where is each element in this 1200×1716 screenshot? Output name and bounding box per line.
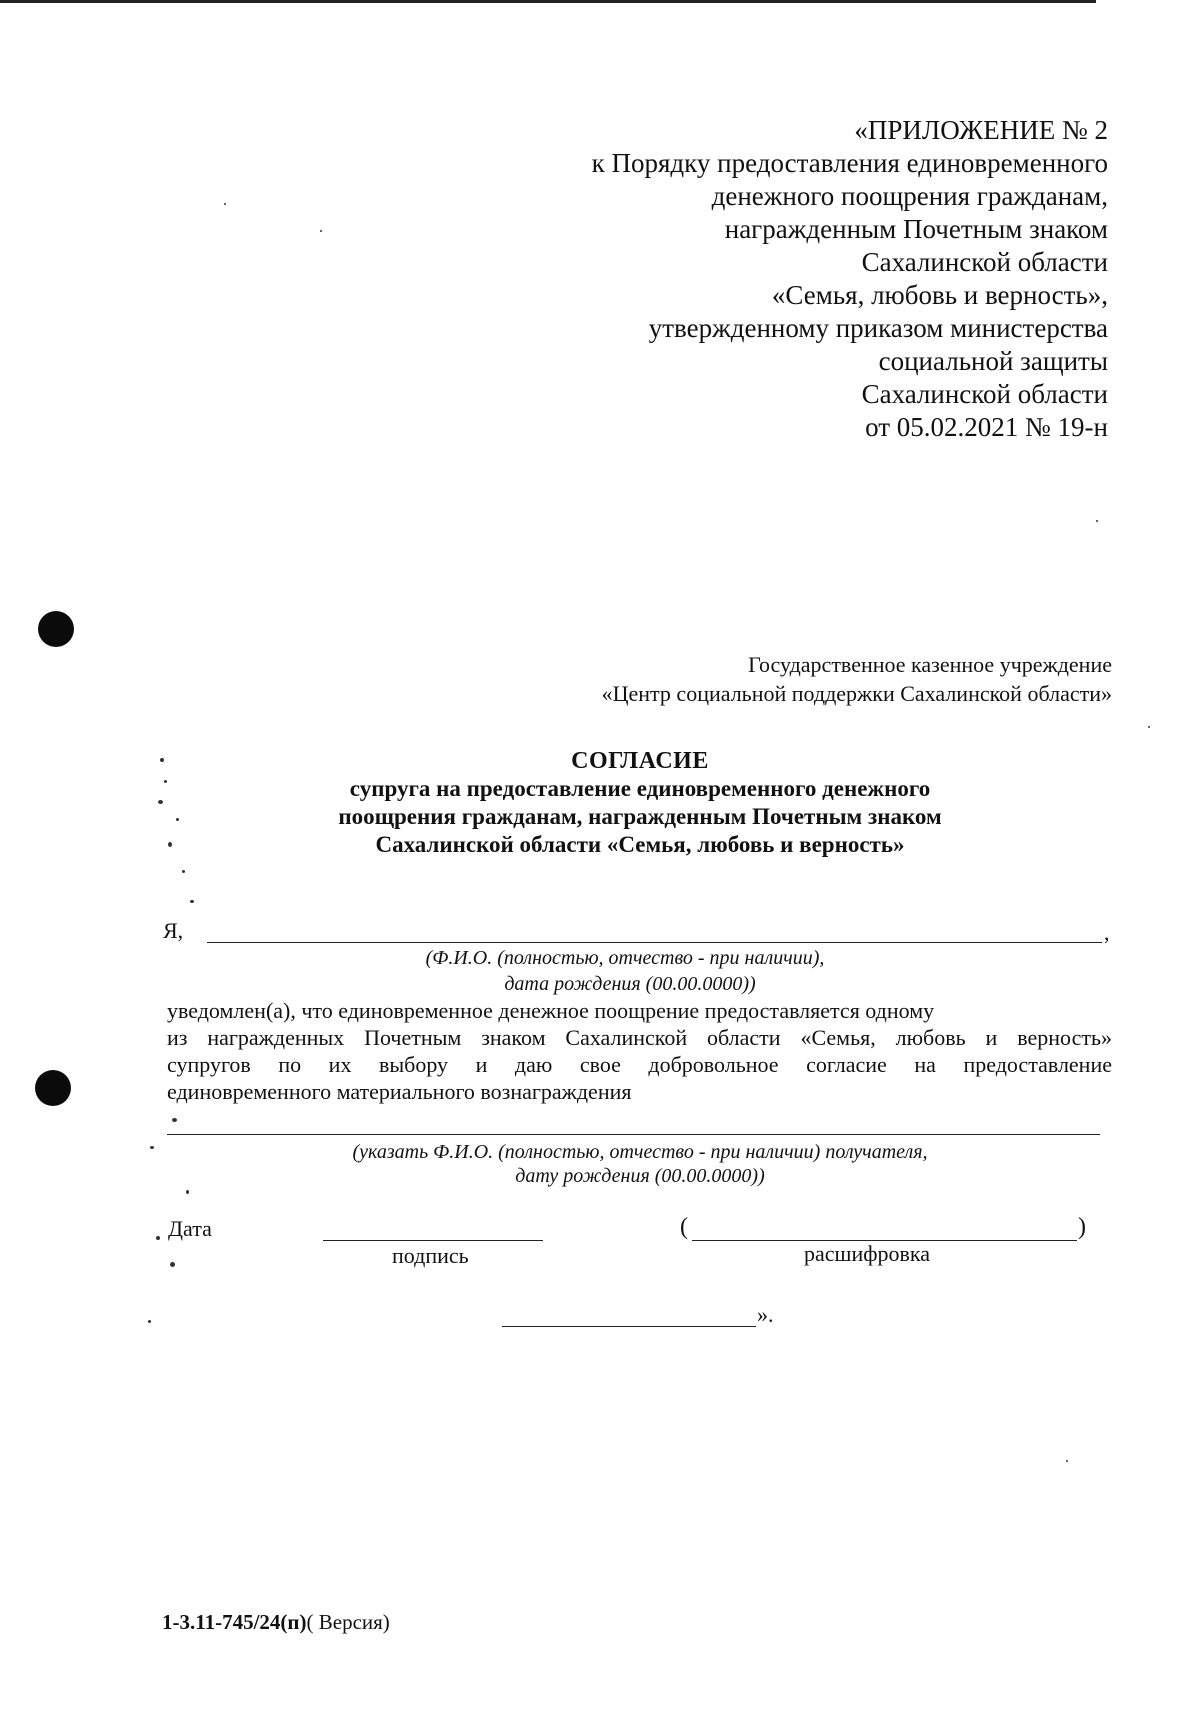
appendix-line: «ПРИЛОЖЕНИЕ № 2 xyxy=(854,115,1108,145)
appendix-header xyxy=(468,114,1108,444)
applicant-name-field[interactable] xyxy=(207,920,1102,943)
recipient-name-field[interactable] xyxy=(167,1112,1100,1135)
scan-speck xyxy=(170,1262,175,1267)
scan-top-edge xyxy=(0,0,1096,3)
scan-speck xyxy=(148,1320,151,1323)
scan-speck xyxy=(158,800,163,804)
applicant-prefix: Я, xyxy=(163,918,184,943)
punch-hole-lower xyxy=(35,1070,71,1106)
applicant-caption-line-2: дата рождения (00.00.0000)) xyxy=(504,973,756,995)
recipient-caption-line-2: дату рождения (00.00.0000)) xyxy=(515,1165,765,1187)
decode-open-paren: ( xyxy=(680,1214,688,1240)
body-line-2: из награжденных Почетным знаком Сахалинской области «Семья, любовь и верность» xyxy=(167,1025,1112,1050)
decode-close-paren: ) xyxy=(1078,1214,1086,1240)
scan-speck xyxy=(190,900,194,903)
appendix-line: утвержденному приказом министерства xyxy=(648,313,1108,343)
addressee-line-2: «Центр социальной поддержки Сахалинской области» xyxy=(601,681,1112,706)
scan-speck xyxy=(176,818,179,821)
appendix-line: «Семья, любовь и верность», xyxy=(771,280,1108,310)
title-line-1: супруга на предоставление единовременного денежного xyxy=(349,776,931,801)
consent-paragraph xyxy=(167,997,1112,1105)
date-field[interactable] xyxy=(502,1304,756,1327)
appendix-line: социальной защиты xyxy=(878,346,1108,376)
appendix-line: награжденным Почетным знаком xyxy=(724,214,1108,244)
addressee-block xyxy=(472,650,1112,708)
scan-speck xyxy=(156,1236,160,1240)
closing-quote-mark: ». xyxy=(757,1302,774,1327)
version-label: ( Версия) xyxy=(306,1610,390,1634)
recipient-caption-line-1: (указать Ф.И.О. (полностью, отчество - при наличии) получателя, xyxy=(352,1141,928,1163)
scan-speck xyxy=(168,842,172,847)
decode-name-field[interactable] xyxy=(692,1218,1077,1241)
signature-label: подпись xyxy=(392,1243,469,1268)
signature-field[interactable] xyxy=(323,1218,543,1241)
scan-speck xyxy=(1148,726,1150,728)
registration-number: 1-3.11-745/24(п) xyxy=(162,1610,307,1634)
scan-speck xyxy=(224,203,226,205)
scan-speck xyxy=(186,1190,189,1194)
body-line-4: единовременного материального вознаграждения xyxy=(167,1079,632,1104)
appendix-line: Сахалинской области xyxy=(861,379,1108,409)
punch-hole-upper xyxy=(38,611,74,647)
body-line-1: уведомлен(а), что единовременное денежное поощрение предоставляется одному xyxy=(167,998,935,1023)
applicant-suffix: , xyxy=(1104,920,1110,945)
addressee-line-1: Государственное казенное учреждение xyxy=(748,652,1112,677)
body-line-3: супругов по их выбору и даю свое добровольное согласие на предоставление xyxy=(167,1052,1112,1077)
scan-speck xyxy=(1066,1460,1068,1462)
appendix-line: Сахалинской области xyxy=(861,247,1108,277)
appendix-line: к Порядку предоставления единовременного xyxy=(591,148,1108,178)
scan-speck xyxy=(160,758,164,762)
decode-label: расшифровка xyxy=(804,1241,931,1266)
title-line-2: поощрения гражданам, награжденным Почетным знаком xyxy=(338,804,942,829)
scan-speck xyxy=(1096,520,1098,522)
appendix-line: от 05.02.2021 № 19-н xyxy=(865,412,1108,442)
appendix-line: денежного поощрения гражданам, xyxy=(711,181,1108,211)
title-line-3: Сахалинской области «Семья, любовь и верность» xyxy=(375,832,905,857)
scan-speck xyxy=(172,1118,177,1122)
scan-speck xyxy=(164,780,167,783)
document-title xyxy=(200,747,1080,859)
document-registration-code xyxy=(162,1610,390,1635)
scan-speck xyxy=(150,1146,154,1149)
scan-speck xyxy=(182,870,185,873)
applicant-caption-line-1: (Ф.И.О. (полностью, отчество - при наличии), xyxy=(425,947,825,969)
title-main: СОГЛАСИЕ xyxy=(571,748,709,774)
date-label: Дата xyxy=(168,1216,212,1241)
scan-speck xyxy=(320,230,322,232)
